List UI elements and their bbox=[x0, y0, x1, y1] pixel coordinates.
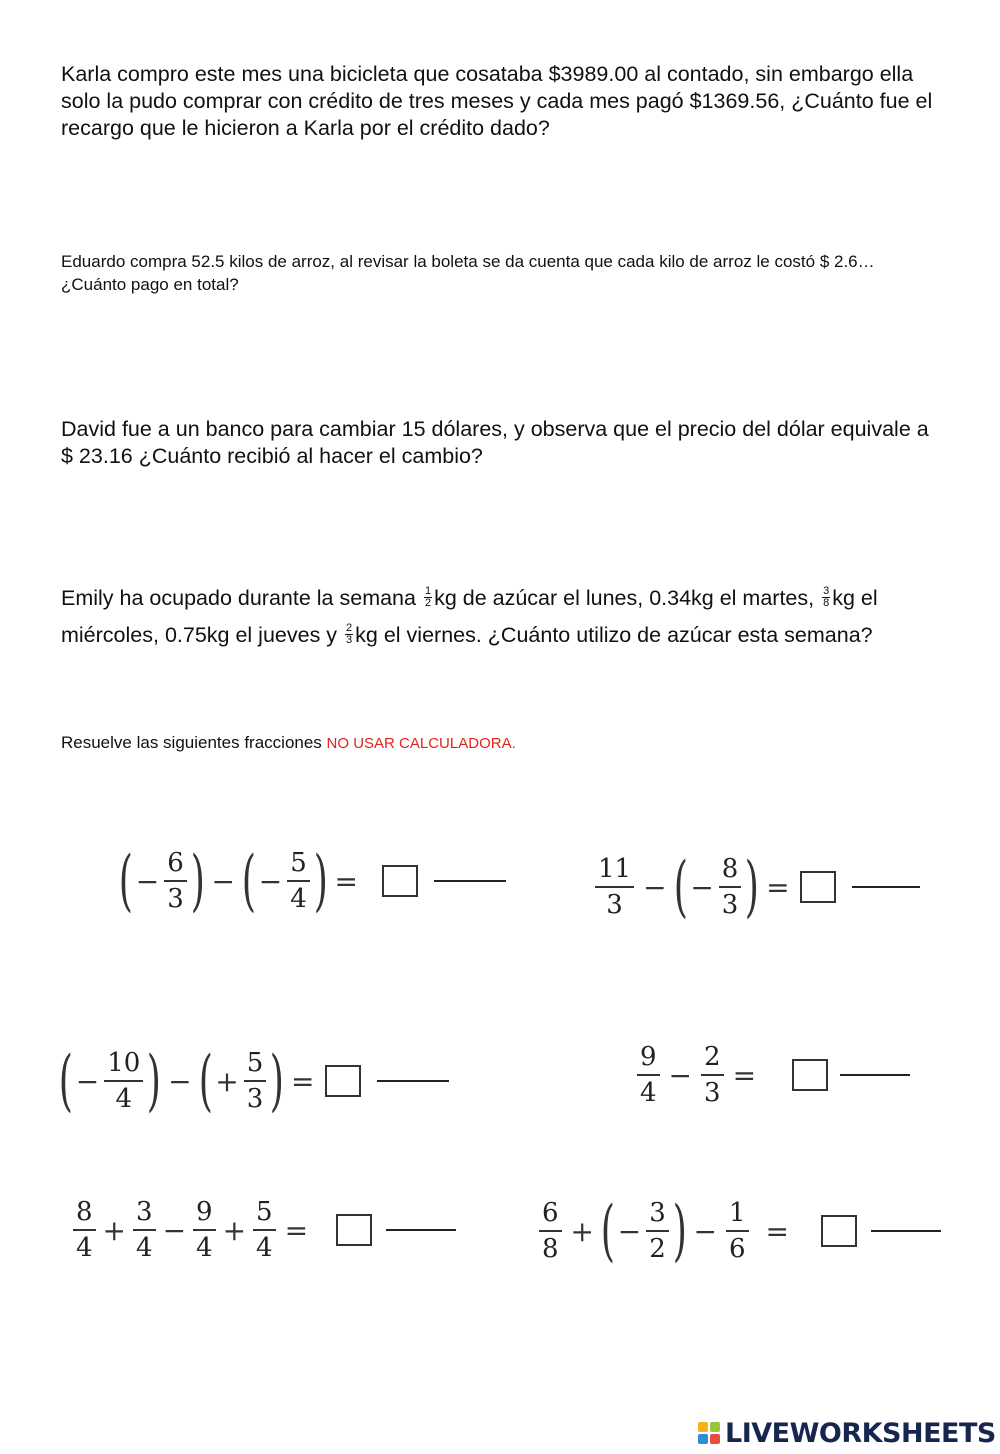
answer-line[interactable] bbox=[852, 886, 920, 888]
answer-box[interactable] bbox=[325, 1065, 361, 1097]
answer-line[interactable] bbox=[840, 1074, 910, 1076]
logo-grid-icon bbox=[697, 1421, 721, 1445]
exercise-1: ( − $\frac{6}{3}$ ) − ( − $\frac{5}{4}$ ) = bbox=[118, 836, 506, 926]
instructions: Resuelve las siguientes fracciones NO USAR CALCULADORA. bbox=[61, 733, 516, 752]
problem-eduardo: Eduardo compra 52.5 kilos de arroz, al revisar la boleta se da cuenta que cada kilo de arroz le costó $ 2.6… ¿Cuánto pago en total? bbox=[61, 252, 875, 294]
fraction: $\frac{2}{3}$ bbox=[346, 621, 353, 646]
exercise-3: ( − $\frac{10}{4}$ ) − ( + $\frac{5}{3}$ ) = bbox=[58, 1036, 449, 1126]
exercise-2: $\frac{11}{3}$ − ( − $\frac{8}{3}$ ) = bbox=[592, 842, 920, 932]
warning-text: NO USAR CALCULADORA. bbox=[326, 735, 516, 752]
problem-david: David fue a un banco para cambiar 15 dólares, y observa que el precio del dólar equivale a $ 23.16 ¿Cuánto recibió al hacer el cambio? bbox=[61, 417, 929, 468]
exercise-5: $\frac{8}{4}$ + $\frac{3}{4}$ − $\frac{9}{4}$ + $\frac{5}{4}$ = bbox=[70, 1185, 456, 1275]
answer-box[interactable] bbox=[800, 871, 836, 903]
problem-karla: Karla compro este mes una bicicleta que cosataba $3989.00 al contado, sin embargo ella solo la pudo comprar con crédito de tres meses y cada mes pagó $1369.56, ¿Cuánto fue el recargo que le hicieron a Karla por el crédito dado? bbox=[61, 62, 933, 140]
fraction: $\frac{3}{8}$ bbox=[823, 584, 830, 609]
answer-box[interactable] bbox=[382, 865, 418, 897]
answer-line[interactable] bbox=[386, 1229, 456, 1231]
fraction: $\frac{1}{2}$ bbox=[424, 584, 432, 609]
answer-box[interactable] bbox=[336, 1214, 372, 1246]
brand-name: LIVEWORKSHEETS bbox=[725, 1417, 996, 1449]
answer-line[interactable] bbox=[871, 1230, 941, 1232]
answer-box[interactable] bbox=[821, 1215, 857, 1247]
exercise-4: $\frac{9}{4}$ − $\frac{2}{3}$ = bbox=[634, 1030, 910, 1120]
exercise-6: $\frac{6}{8}$ + ( − $\frac{3}{2}$ ) − $\frac{1}{6}$ = bbox=[536, 1186, 941, 1276]
liveworksheets-logo bbox=[697, 1417, 996, 1449]
problem-emily: Emily ha ocupado durante la semana $\frac{1}{2}$ kg de azúcar el lunes, 0.34kg el martes, $\frac{3}{8}$ kg el miércoles, 0.75kg el jueves y $\frac{2}{3}$ kg el viernes. ¿Cuánto utilizo de azúcar esta semana? bbox=[61, 584, 878, 647]
answer-line[interactable] bbox=[434, 880, 506, 882]
answer-line[interactable] bbox=[377, 1080, 449, 1082]
answer-box[interactable] bbox=[792, 1059, 828, 1091]
